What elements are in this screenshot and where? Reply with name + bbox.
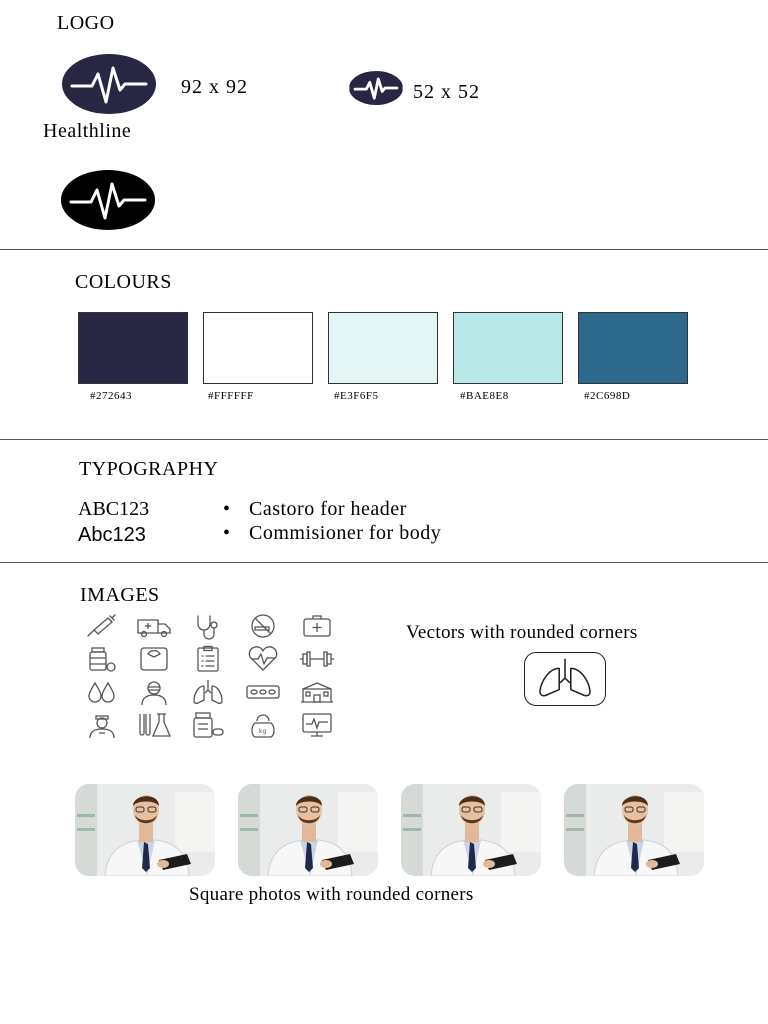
colours-section-title: COLOURS — [75, 271, 172, 293]
weighing-scale-icon — [134, 645, 174, 673]
ambulance-icon — [134, 612, 174, 640]
typography-section-title: TYPOGRAPHY — [79, 458, 219, 480]
header-font-sample: ABC123 — [78, 498, 150, 520]
doctor-photo — [75, 784, 215, 876]
doctor-photo — [238, 784, 378, 876]
test-tubes-icon — [134, 711, 174, 739]
typography-bullet-text: Commisioner for body — [249, 522, 442, 544]
doctor-photo — [401, 784, 541, 876]
typography-bullet-body: • Commisioner for body — [223, 522, 442, 544]
pill-blister-icon — [243, 678, 283, 706]
clipboard-icon — [188, 645, 228, 673]
doctor-photo — [564, 784, 704, 876]
colour-swatch-teal — [578, 312, 688, 384]
colour-label-mint: #E3F6F5 — [334, 390, 379, 402]
stethoscope-icon — [188, 612, 228, 640]
colour-swatch-white — [203, 312, 313, 384]
syringe-icon — [82, 612, 122, 640]
heartbeat-logo-black-icon — [61, 170, 155, 230]
medicine-pills-icon — [188, 711, 228, 739]
heartbeat-logo-large-icon — [62, 54, 156, 114]
ecg-monitor-icon — [297, 711, 337, 739]
kettlebell-icon — [243, 711, 283, 739]
lungs-rounded-icon — [524, 652, 606, 706]
colour-label-teal: #2C698D — [584, 390, 631, 402]
section-divider — [0, 249, 768, 250]
blood-drops-icon — [82, 678, 122, 706]
colour-label-white: #FFFFFF — [208, 390, 254, 402]
section-divider — [0, 562, 768, 563]
dumbbell-icon — [297, 645, 337, 673]
colour-label-navy: #272643 — [90, 390, 132, 402]
large-logo-size-label: 92 x 92 — [181, 76, 248, 98]
heart-pulse-icon — [243, 645, 283, 673]
first-aid-kit-icon — [297, 612, 337, 640]
nurse-icon — [82, 711, 122, 739]
hospital-icon — [297, 678, 337, 706]
colour-label-aqua: #BAE8E8 — [460, 390, 509, 402]
pill-bottle-icon — [82, 645, 122, 673]
heartbeat-logo-small-icon — [349, 71, 403, 105]
photo-caption: Square photos with rounded corners — [189, 884, 474, 905]
body-font-sample: Abc123 — [78, 524, 146, 546]
masked-doctor-icon — [134, 678, 174, 706]
images-section-title: IMAGES — [80, 584, 160, 606]
typography-bullet-header: • Castoro for header — [223, 498, 407, 520]
svg-text:kg: kg — [259, 728, 267, 735]
lungs-icon — [188, 678, 228, 706]
no-smoking-icon — [243, 612, 283, 640]
vector-caption: Vectors with rounded corners — [406, 622, 638, 643]
section-divider — [0, 439, 768, 440]
small-logo-size-label: 52 x 52 — [413, 81, 480, 103]
colour-swatch-aqua — [453, 312, 563, 384]
colour-swatch-navy — [78, 312, 188, 384]
colour-swatch-mint — [328, 312, 438, 384]
brand-name: Healthline — [43, 120, 132, 142]
logo-section-title: LOGO — [57, 12, 115, 34]
typography-bullet-text: Castoro for header — [249, 498, 407, 520]
